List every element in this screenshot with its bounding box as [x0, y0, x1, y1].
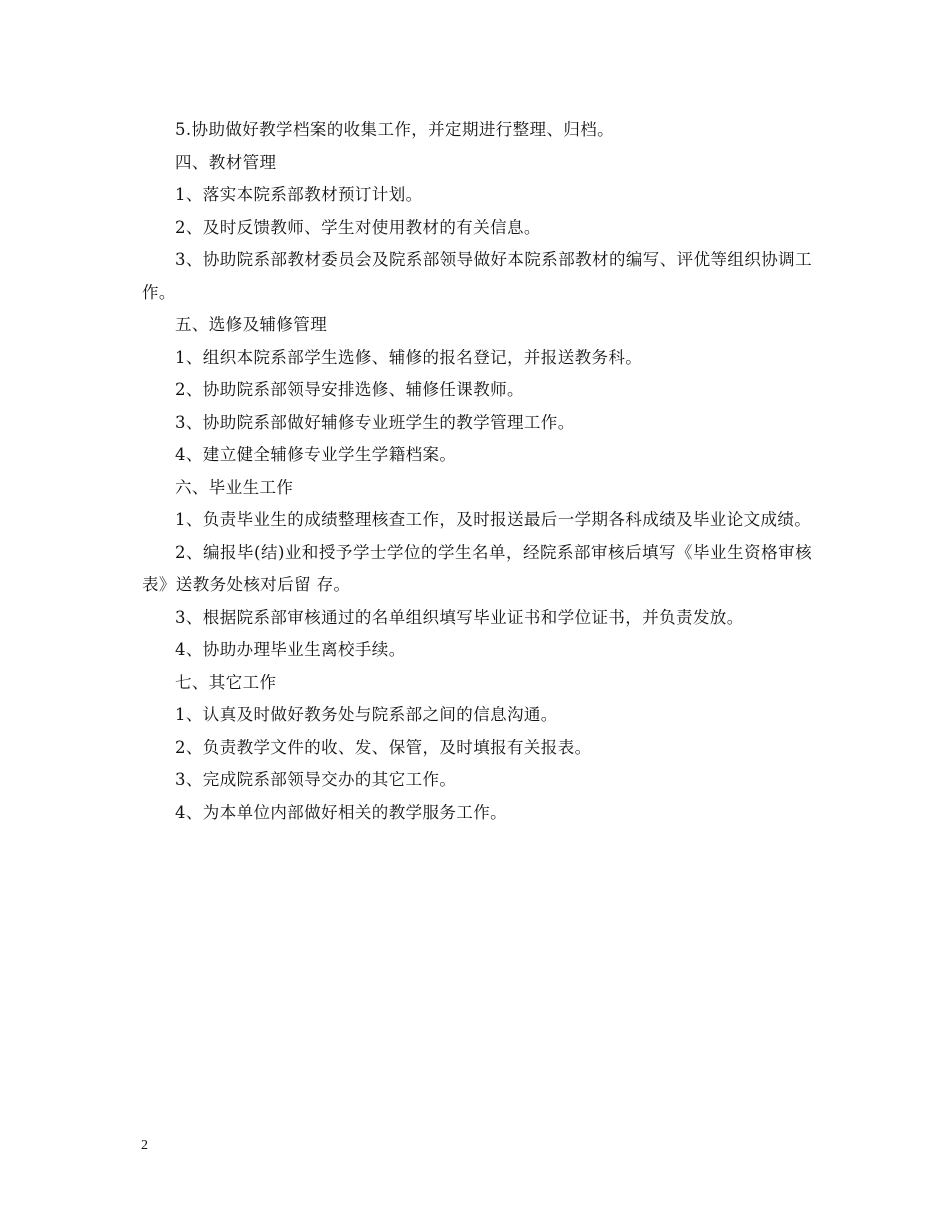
paragraph: 2、协助院系部领导安排选修、辅修任课教师。 [175, 380, 524, 399]
paragraph: 3、根据院系部审核通过的名单组织填写毕业证书和学位证书，并负责发放。 [175, 607, 744, 627]
section-heading: 五、选修及辅修管理 [175, 315, 328, 334]
page-number: 2 [141, 1138, 148, 1153]
paragraph: 5.协助做好教学档案的收集工作，并定期进行整理、归档。 [175, 120, 615, 139]
paragraph: 3、协助院系部做好辅修专业班学生的教学管理工作。 [175, 412, 575, 432]
section-heading: 七、其它工作 [175, 672, 277, 692]
paragraph: 2、编报毕(结)业和授予学士学位的学生名单，经院系部审核后填写《毕业生资格审核表》送教务处核对后留 存。 [142, 542, 812, 594]
section-heading: 四、教材管理 [175, 152, 277, 172]
section-heading: 六、毕业生工作 [175, 477, 294, 497]
paragraph: 1、负责毕业生的成绩整理核查工作，及时报送最后一学期各科成绩及毕业论文成绩。 [175, 510, 812, 529]
document-body [142, 114, 812, 829]
paragraph: 4、建立健全辅修专业学生学籍档案。 [175, 445, 457, 464]
paragraph: 1、组织本院系部学生选修、辅修的报名登记，并报送教务科。 [175, 347, 643, 367]
paragraph: 2、及时反馈教师、学生对使用教材的有关信息。 [175, 217, 541, 237]
paragraph: 2、负责教学文件的收、发、保管，及时填报有关报表。 [175, 737, 592, 757]
paragraph: 1、落实本院系部教材预订计划。 [175, 185, 423, 204]
paragraph: 1、认真及时做好教务处与院系部之间的信息沟通。 [175, 705, 558, 724]
paragraph: 3、协助院系部教材委员会及院系部领导做好本院系部教材的编写、评优等组织协调工作。 [142, 250, 812, 302]
paragraph: 3、完成院系部领导交办的其它工作。 [175, 770, 457, 789]
paragraph: 4、为本单位内部做好相关的教学服务工作。 [175, 802, 507, 822]
paragraph: 4、协助办理毕业生离校手续。 [175, 640, 406, 659]
